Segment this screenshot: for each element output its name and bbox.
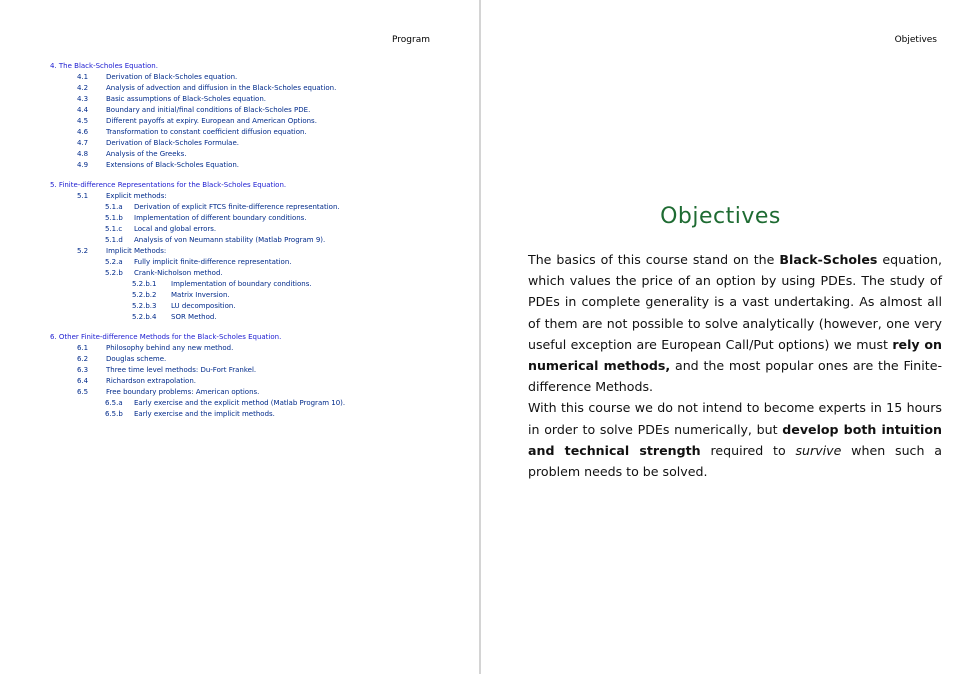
toc-item-text: Crank-Nicholson method.: [134, 269, 223, 277]
toc-item-number: 4.5: [77, 117, 89, 125]
toc-item-text: Richardson extrapolation.: [106, 377, 197, 385]
toc-item-text: Different payoffs at expiry. European and American Options.: [106, 117, 317, 125]
p1-bold-1: Black-Scholes: [779, 252, 878, 267]
toc-item: [50, 290, 286, 301]
toc-item-number: 4.6: [77, 128, 89, 136]
toc-item-number: 5.2.b.4: [132, 313, 157, 321]
toc-item-text: Extensions of Black-Scholes Equation.: [106, 161, 240, 169]
left-page: [0, 0, 479, 674]
toc-item-number: 4.2: [77, 84, 89, 92]
toc-item-text: Derivation of Black-Scholes equation.: [106, 73, 238, 81]
toc-item-number: 5.2: [77, 247, 89, 255]
toc-chapter-heading: 5. Finite-difference Representations for the Black-Scholes Equation.: [50, 181, 287, 189]
objectives-paragraph-2: [528, 397, 942, 482]
toc-item: [50, 354, 286, 365]
toc-item-text: Analysis of advection and diffusion in the Black-Scholes equation.: [106, 84, 337, 92]
toc-item-text: Derivation of Black-Scholes Formulae.: [106, 139, 239, 147]
toc-item: [50, 268, 286, 279]
toc-item: [50, 213, 307, 224]
toc-item: [50, 94, 286, 105]
p1-text-1: The basics of this course stand on the: [528, 252, 780, 267]
toc-item-text: Implementation of different boundary conditions.: [134, 214, 307, 222]
toc-item: [50, 398, 346, 409]
toc-item-number: 6.5: [77, 388, 89, 396]
toc-item-text: LU decomposition.: [171, 302, 236, 310]
toc-item-text: Philosophy behind any new method.: [106, 344, 234, 352]
toc-item-number: 5.2.b: [105, 269, 123, 277]
toc-item-text: Derivation of explicit FTCS finite-difference representation.: [134, 203, 340, 211]
toc-item-text: Basic assumptions of Black-Scholes equation.: [106, 95, 267, 103]
p1-text-2: equation, which values the price of an option by using PDEs. The study of PDEs in complete generality is a vast undertaking. As almost all of them are not possible to solve analytically (however, one very useful exception are European Call/Put options) we must: [528, 252, 942, 352]
toc-item-number: 5.1.a: [105, 203, 123, 211]
toc-item: [50, 365, 286, 376]
toc-item: [50, 224, 286, 235]
toc-item: [50, 138, 286, 149]
page-header-objetives: Objetives: [894, 35, 937, 45]
toc-item-number: 6.1: [77, 344, 89, 352]
p2-text-3: when such a problem needs to be solved.: [528, 442, 942, 480]
p2-text-1: With this course we do not intend to become experts in 15 hours in order to solve PDEs numerically, but: [528, 400, 942, 437]
toc-item-text: Matrix Inversion.: [171, 291, 230, 299]
p1-bold-2: rely on numerical methods,: [528, 336, 942, 374]
toc-item-text: Boundary and initial/final conditions of Black-Scholes PDE.: [106, 106, 311, 114]
toc-item-number: 4.9: [77, 161, 89, 169]
toc-item: [50, 257, 292, 268]
toc-item: [50, 301, 286, 312]
toc-item-text: Early exercise and the explicit method (Matlab Program 10).: [134, 399, 346, 407]
toc-item: [50, 246, 286, 257]
toc-item-text: Early exercise and the implicit methods.: [134, 410, 275, 418]
toc-item-number: 5.2.b.2: [132, 291, 157, 299]
toc-item-text: SOR Method.: [171, 313, 217, 321]
toc-item-text: Implicit Methods:: [106, 247, 167, 255]
toc-item-number: 4.1: [77, 73, 89, 81]
toc-item-number: 4.8: [77, 150, 89, 158]
toc-gap: [50, 323, 286, 332]
toc-item: [50, 160, 286, 171]
toc-item-number: 6.5.a: [105, 399, 123, 407]
toc-item-text: Transformation to constant coefficient diffusion equation.: [106, 128, 307, 136]
toc-item-number: 5.2.b.3: [132, 302, 157, 310]
table-of-contents: [50, 61, 346, 420]
toc-chapter-heading: 4. The Black-Scholes Equation.: [50, 62, 158, 70]
toc-item-text: Fully implicit finite-difference representation.: [134, 258, 292, 266]
toc-item: [50, 105, 311, 116]
toc-item-text: Analysis of von Neumann stability (Matlab Program 9).: [134, 236, 326, 244]
toc-item: [50, 191, 286, 202]
toc-item-number: 5.1.b: [105, 214, 123, 222]
toc-item-text: Analysis of the Greeks.: [106, 150, 187, 158]
p2-italic-1: survive: [795, 442, 842, 458]
p2-bold-1: develop both intuition and technical strength: [528, 421, 942, 458]
toc-item: [50, 387, 286, 398]
toc-item-number: 5.1.c: [105, 225, 123, 233]
toc-item: [50, 409, 286, 420]
p1-text-3: and the most popular ones are the Finite-difference Methods.: [528, 358, 943, 395]
toc-item: [50, 127, 307, 138]
toc-item: [50, 202, 340, 213]
page-header-program: Program: [392, 35, 430, 45]
toc-item: [50, 83, 337, 94]
toc-item: [50, 116, 317, 127]
toc-item-number: 4.7: [77, 139, 89, 147]
toc-item: [50, 235, 326, 246]
toc-gap: [50, 171, 286, 180]
toc-item-number: 5.2.b.1: [132, 280, 157, 288]
toc-item: [50, 376, 286, 387]
toc-item-number: 5.2.a: [105, 258, 123, 266]
toc-item-number: 4.3: [77, 95, 89, 103]
right-page: [481, 0, 960, 674]
toc-item-number: 6.4: [77, 377, 89, 385]
toc-item-text: Free boundary problems: American options.: [106, 388, 260, 396]
toc-item: [50, 343, 286, 354]
toc-item-text: Explicit methods:: [106, 192, 167, 200]
toc-item-number: 6.2: [77, 355, 89, 363]
objectives-title: Objectives: [660, 204, 781, 229]
toc-item-number: 6.5.b: [105, 410, 123, 418]
toc-item-number: 4.4: [77, 106, 89, 114]
toc-chapter-heading: 6. Other Finite-difference Methods for the Black-Scholes Equation.: [50, 333, 282, 341]
toc-item: [50, 312, 286, 323]
toc-item: [50, 149, 286, 160]
toc-item-text: Local and global errors.: [134, 225, 217, 233]
toc-item-text: Douglas scheme.: [106, 355, 167, 363]
objectives-body: [528, 249, 942, 482]
toc-item-text: Implementation of boundary conditions.: [171, 280, 312, 288]
toc-item-number: 5.1: [77, 192, 89, 200]
toc-item-number: 5.1.d: [105, 236, 123, 244]
objectives-paragraph-1: [528, 249, 942, 397]
toc-item-text: Three time level methods: Du-Fort Frankel.: [106, 366, 257, 374]
toc-item: [50, 279, 312, 290]
p2-text-2: required to: [700, 442, 796, 458]
toc-item-number: 6.3: [77, 366, 89, 374]
toc-item: [50, 72, 286, 83]
